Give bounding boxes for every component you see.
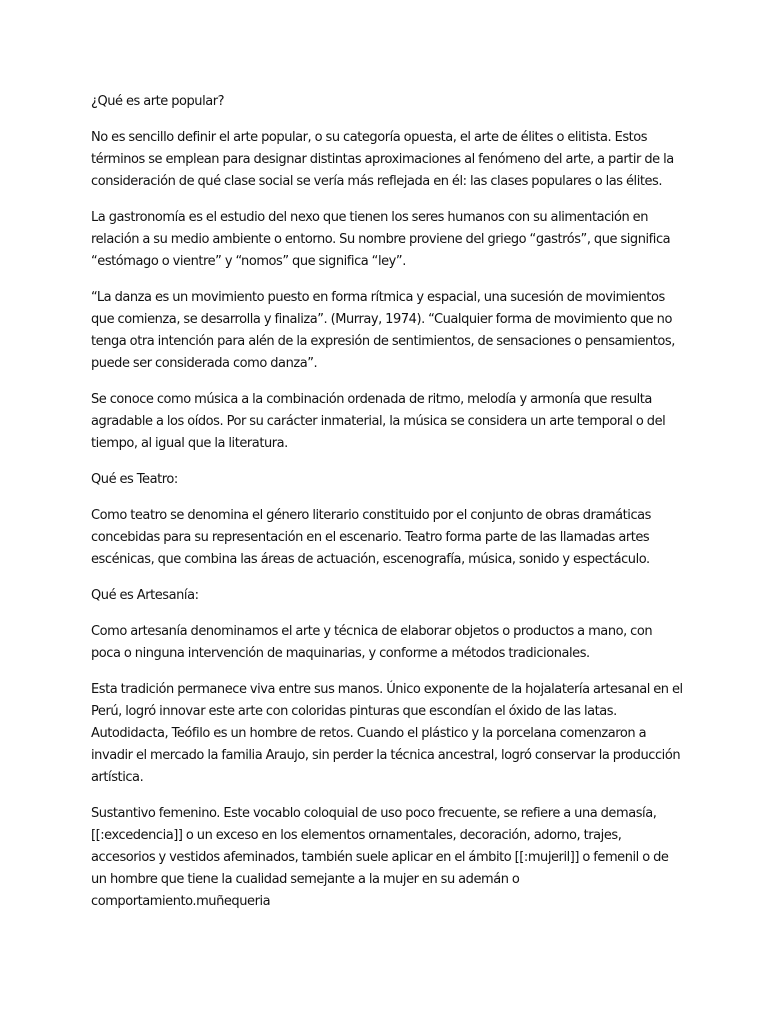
document-page bbox=[91, 91, 683, 927]
paragraph-arte-popular: No es sencillo definir el arte popular, o su categoría opuesta, el arte de élites o elitista. Estos términos se emplean para designar distintas aproximaciones al fenómeno del arte, a partir de la consideración de qué clase social se vería más reflejada en él: las clases populares o las élites. bbox=[91, 130, 674, 189]
heading-arte-popular: ¿Qué es arte popular? bbox=[91, 94, 225, 109]
paragraph-musica: Se conoce como música a la combinación ordenada de ritmo, melodía y armonía que resulta agradable a los oídos. Por su carácter inmaterial, la música se considera un arte temporal o del tiempo, al igual que la literatura. bbox=[91, 392, 666, 451]
heading-artesania: Qué es Artesanía: bbox=[91, 588, 199, 603]
paragraph-hojalateria: Esta tradición permanece viva entre sus manos. Único exponente de la hojalatería artesanal en el Perú, logró innovar este arte con coloridas pinturas que escondían el óxido de las latas. Autodidacta, Teófilo es un hombre de retos. Cuando el plástico y la porcelana comenzaron a invadir el mercado la familia Araujo, sin perder la técnica ancestral, logró conservar la producción artística. bbox=[91, 682, 683, 785]
paragraph-gastronomia: La gastronomía es el estudio del nexo que tienen los seres humanos con su alimentación en relación a su medio ambiente o entorno. Su nombre proviene del griego “gastrós”, que significa “estómago o vientre” y “nomos” que significa “ley”. bbox=[91, 210, 671, 269]
paragraph-munequeria: Sustantivo femenino. Este vocablo coloquial de uso poco frecuente, se refiere a una demasía, [[:excedencia]] o un exceso en los elementos ornamentales, decoración, adorno, trajes, accesorios y vestidos afeminados, también suele aplicar en el ámbito [[:mujeril]] o femenil o de un hombre que tiene la cualidad semejante a la mujer en su ademán o comportamiento.muñequeria bbox=[91, 806, 669, 909]
heading-teatro: Qué es Teatro: bbox=[91, 472, 178, 487]
paragraph-danza: “La danza es un movimiento puesto en forma rítmica y espacial, una sucesión de movimientos que comienza, se desarrolla y finaliza”. (Murray, 1974). “Cualquier forma de movimiento que no tenga otra intención para alén de la expresión de sentimientos, de sensaciones o pensamientos, puede ser considerada como danza”. bbox=[91, 290, 675, 371]
paragraph-teatro: Como teatro se denomina el género literario constituido por el conjunto de obras dramáticas concebidas para su representación en el escenario. Teatro forma parte de las llamadas artes escénicas, que combina las áreas de actuación, escenografía, música, sonido y espectáculo. bbox=[91, 508, 651, 567]
paragraph-artesania: Como artesanía denominamos el arte y técnica de elaborar objetos o productos a mano, con poca o ninguna intervención de maquinarias, y conforme a métodos tradicionales. bbox=[91, 624, 653, 661]
